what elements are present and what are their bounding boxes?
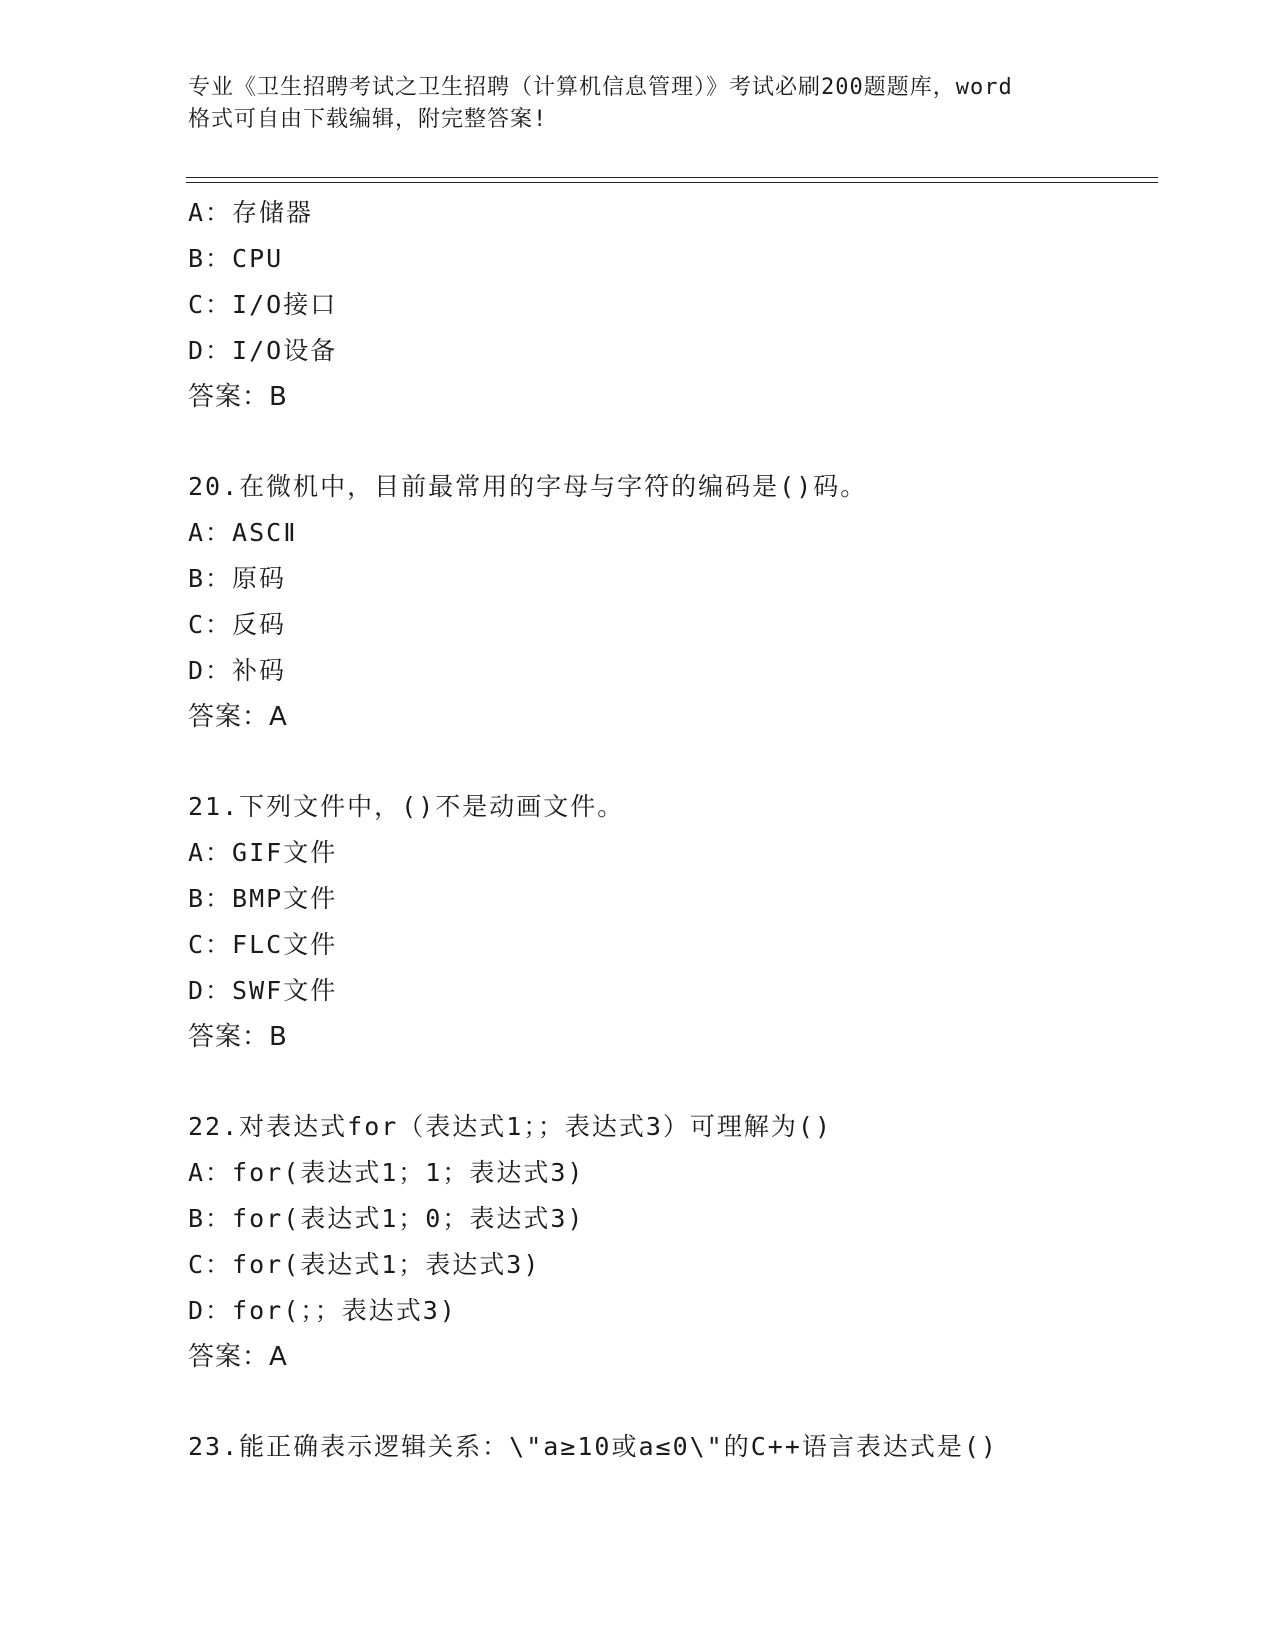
- header-divider-bottom: [186, 182, 1158, 183]
- document-header: [188, 72, 1088, 136]
- header-divider-top: [186, 177, 1158, 178]
- option-b: B：原码: [188, 564, 287, 593]
- question-text: 21.下列文件中，()不是动画文件。: [188, 792, 625, 821]
- option-d: D：SWF文件: [188, 976, 338, 1005]
- option-a: A：GIF文件: [188, 838, 338, 867]
- option-d: D：补码: [188, 656, 287, 685]
- option-b: B：BMP文件: [188, 884, 338, 913]
- answer: 答案：B: [188, 382, 288, 412]
- option-a: A：for(表达式1；1；表达式3): [188, 1158, 585, 1187]
- question-19: [188, 190, 1188, 420]
- question-21: [188, 784, 1188, 1060]
- option-d: D：for(；；表达式3): [188, 1296, 457, 1325]
- option-c: C：I/O接口: [188, 290, 338, 319]
- question-text: 22.对表达式for（表达式1；；表达式3）可理解为(): [188, 1112, 833, 1141]
- question-22: [188, 1104, 1188, 1380]
- header-line-2: 格式可自由下载编辑，附完整答案!: [188, 107, 548, 132]
- option-d: D：I/O设备: [188, 336, 338, 365]
- question-text: 20.在微机中，目前最常用的字母与字符的编码是()码。: [188, 472, 868, 501]
- question-23: [188, 1424, 1188, 1470]
- answer: 答案：A: [188, 1342, 288, 1372]
- option-b: B：for(表达式1；0；表达式3): [188, 1204, 585, 1233]
- header-line-1: 专业《卫生招聘考试之卫生招聘（计算机信息管理）》考试必刷200题题库，word: [188, 75, 1013, 100]
- answer: 答案：B: [188, 1022, 288, 1052]
- option-b: B：CPU: [188, 244, 284, 273]
- option-c: C：反码: [188, 610, 287, 639]
- question-20: [188, 464, 1188, 740]
- option-a: A：ASCⅡ: [188, 518, 298, 547]
- question-list: [188, 190, 1188, 1470]
- option-c: C：for(表达式1；表达式3): [188, 1250, 541, 1279]
- answer: 答案：A: [188, 702, 288, 732]
- question-text: 23.能正确表示逻辑关系：\"a≥10或a≤0\"的C++语言表达式是(): [188, 1432, 998, 1461]
- option-a: A：存储器: [188, 198, 314, 227]
- option-c: C：FLC文件: [188, 930, 338, 959]
